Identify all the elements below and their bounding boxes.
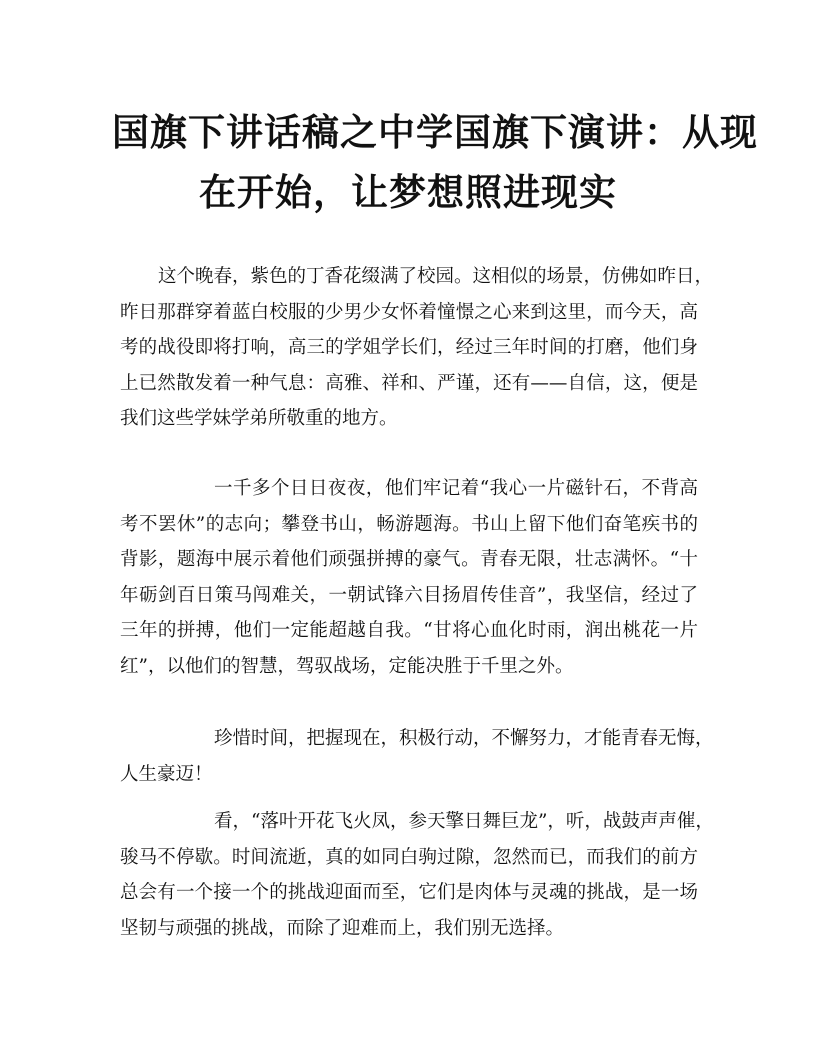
paragraph-line: 考的战役即将打响，高三的学姐学长们，经过三年时间的打磨，他们身 [120,337,698,359]
paragraph-line: 这个晚春，紫色的丁香花缀满了校园。这相似的场景，仿佛如昨日， [158,266,714,287]
paragraph-line: 珍惜时间，把握现在，积极行动，不懈努力，才能青春无悔， [214,728,714,749]
paragraph-line: 三年的拼搏，他们一定能超越自我。“甘将心血化时雨，润出桃花一片 [120,620,698,642]
title-line: 国旗下讲话稿之中学国旗下演讲：从现 [112,110,758,154]
document-title [112,102,758,222]
paragraph-line: 上已然散发着一种气息：高雅、祥和、严谨，还有——自信，这，便是 [120,372,698,394]
paragraph-3 [120,721,714,792]
paragraph-line: 年砺剑百日策马闯难关，一朝试锋六目扬眉传佳音”，我坚信，经过了 [120,584,698,606]
title-line: 在开始，让梦想照进现实 [199,170,617,214]
paragraph-line: 红”，以他们的智慧，驾驭战场，定能决胜于千里之外。 [120,655,574,677]
paragraph-1 [120,259,714,437]
paragraph-line: 背影，题海中展示着他们顽强拼搏的豪气。青春无限，壮志满怀。“十 [120,549,698,571]
paragraph-line: 骏马不停歇。时间流逝，真的如同白驹过隙，忽然而已，而我们的前方 [120,846,698,868]
paragraph-line: 昨日那群穿着蓝白校服的少男少女怀着憧憬之心来到这里，而今天，高 [120,301,698,323]
paragraph-2 [120,471,698,685]
paragraph-line: 一千多个日日夜夜，他们牢记着“我心一片磁针石，不背高 [214,478,698,499]
paragraph-line: 总会有一个接一个的挑战迎面而至，它们是肉体与灵魂的挑战，是一场 [120,882,698,904]
paragraph-line: 人生豪迈！ [120,763,213,785]
paragraph-line: 看，“落叶开花飞火凤，参天擎日舞巨龙”，听，战鼓声声催， [214,811,714,832]
paragraph-line: 坚韧与顽强的挑战，而除了迎难而上，我们别无选择。 [120,917,565,939]
paragraph-4 [120,804,714,946]
paragraph-line: 我们这些学妹学弟所敬重的地方。 [120,408,398,430]
paragraph-line: 考不罢休”的志向；攀登书山，畅游题海。书山上留下他们奋笔疾书的 [120,513,698,535]
